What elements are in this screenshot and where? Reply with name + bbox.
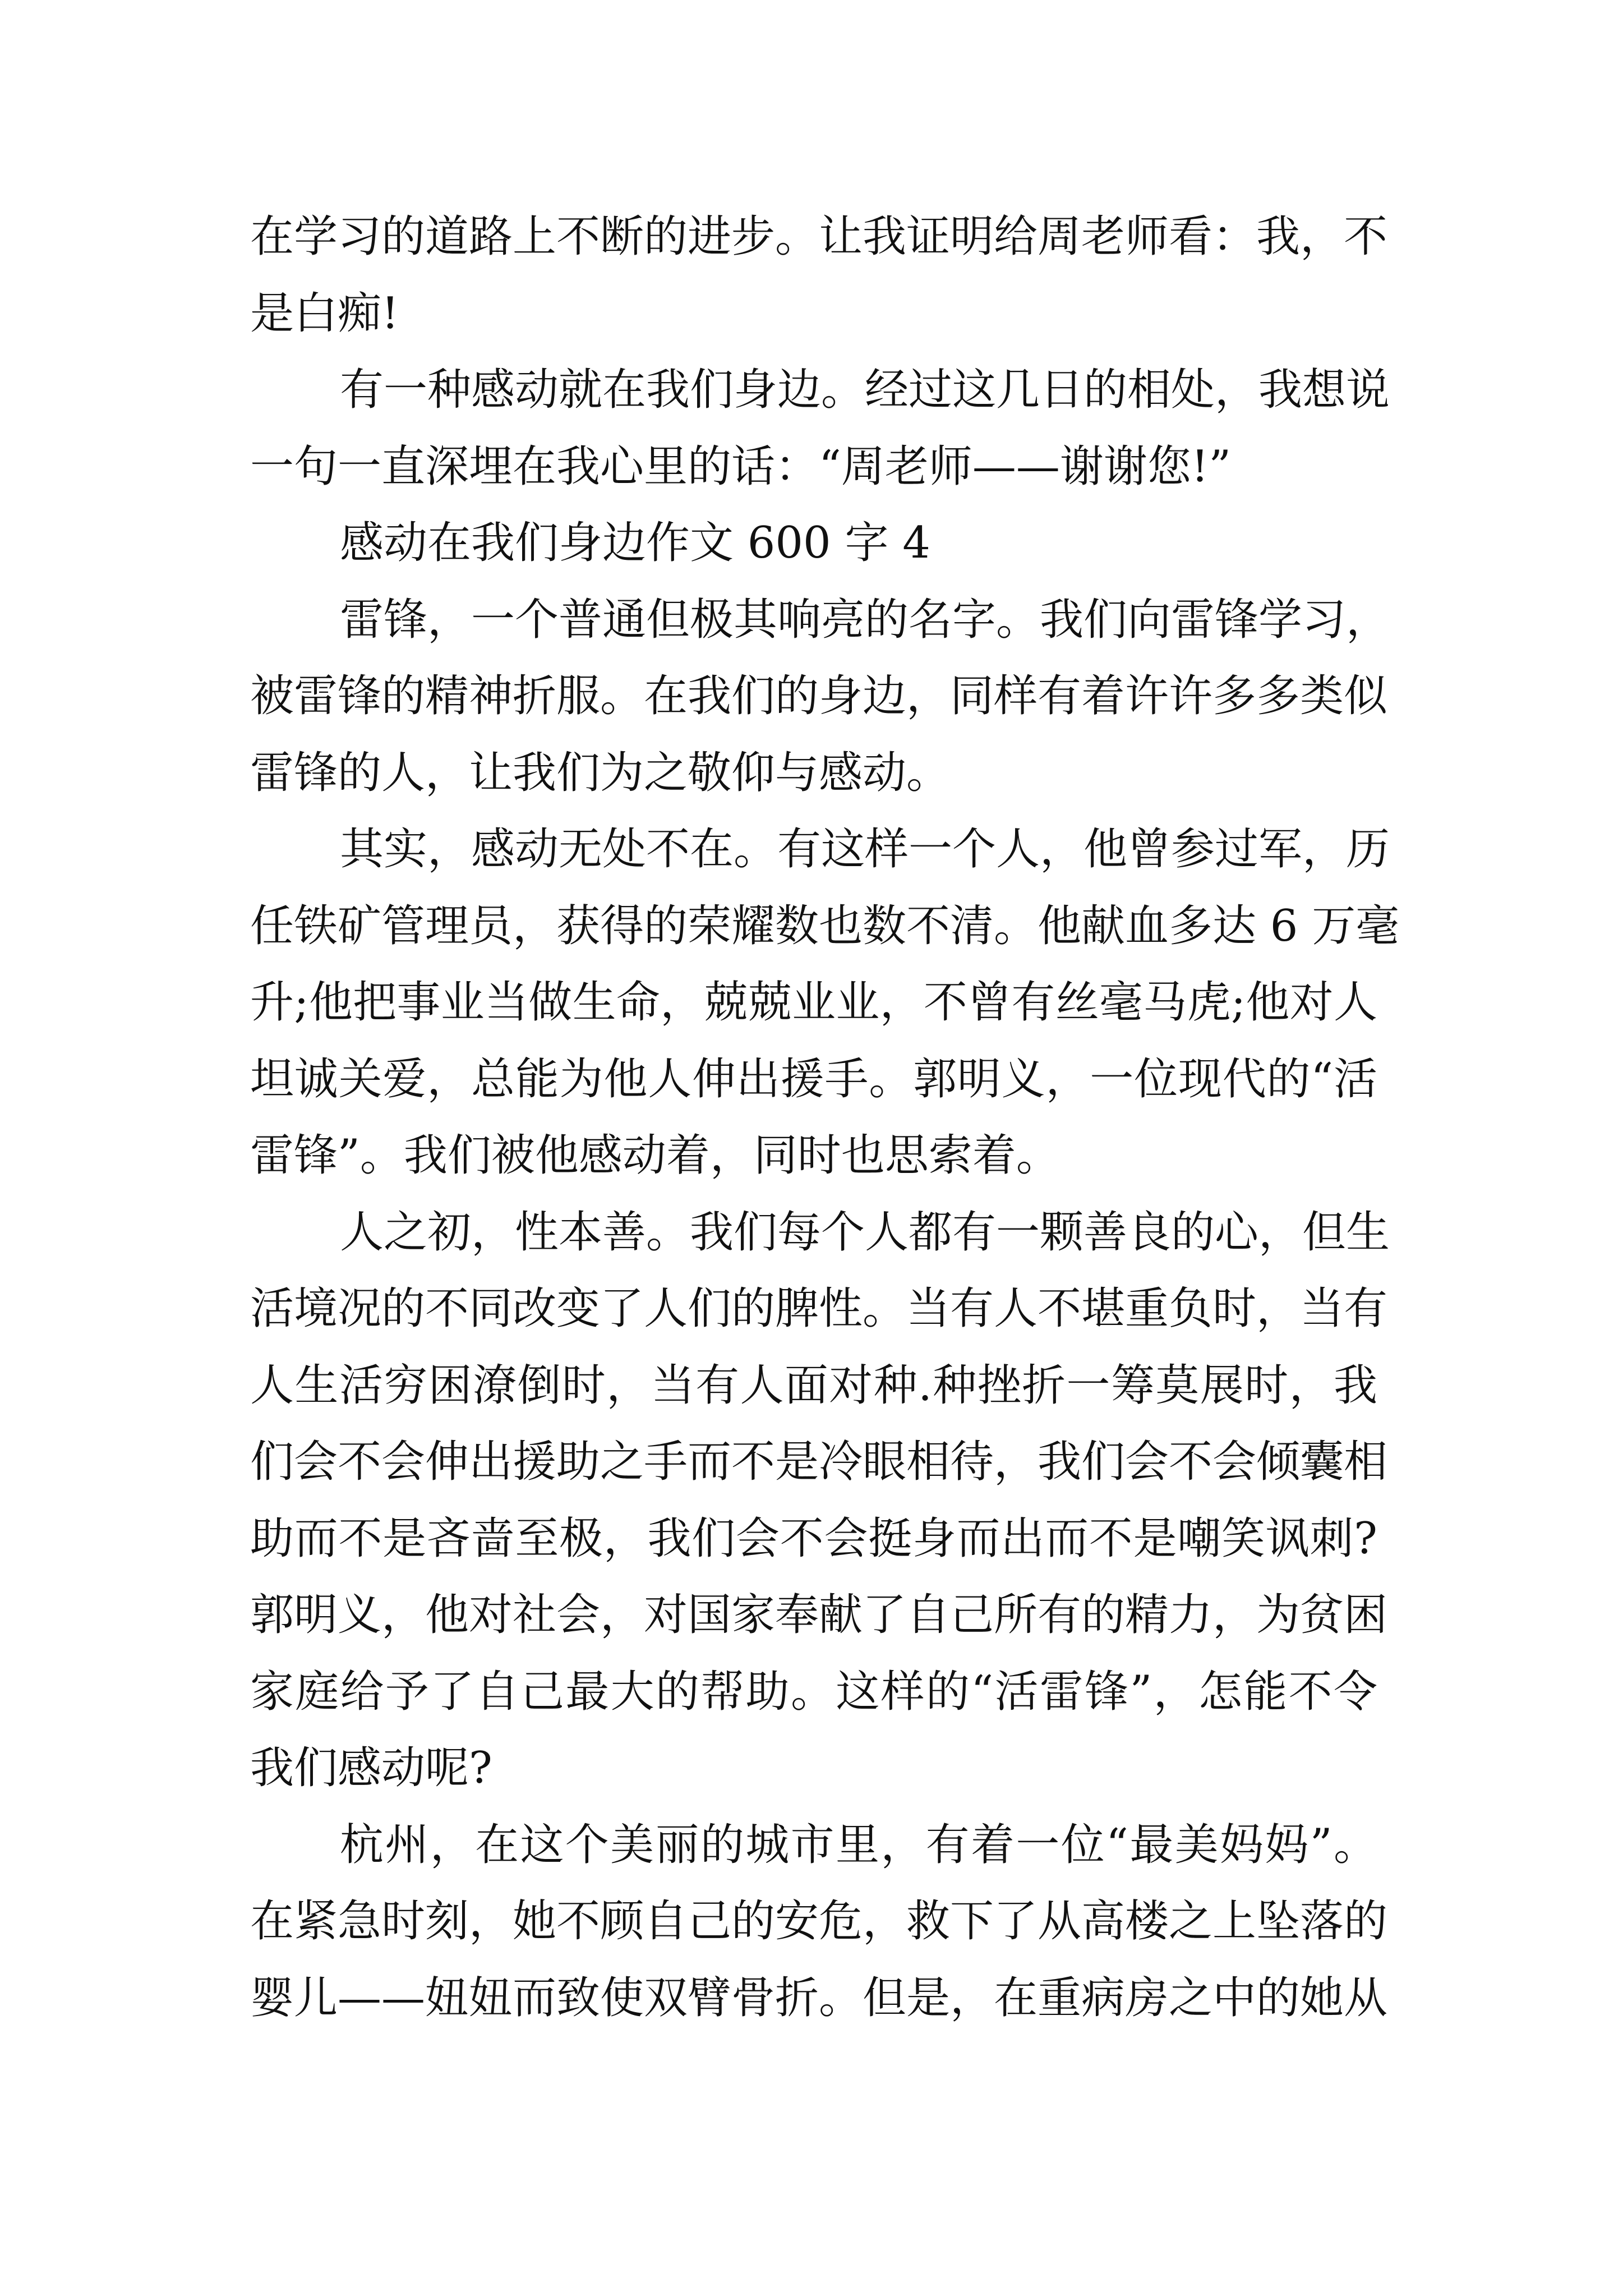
- text-line: 坦诚关爱，总能为他人伸出援手。郭明义，一位现代的“活: [250, 1053, 1377, 1105]
- text-line: 们会不会伸出援助之手而不是冷眼相待，我们会不会倾囊相: [250, 1437, 1388, 1487]
- section-heading: 感动在我们身边作文 600 字 4: [340, 518, 930, 568]
- text-line: 我们感动呢?: [250, 1743, 492, 1793]
- text-line: 一句一直深埋在我心里的话：“周老师——谢谢您!”: [250, 441, 1232, 492]
- text-line: 雷锋”。我们被他感动着，同时也思索着。: [250, 1130, 1060, 1181]
- text-line: 活境况的不同改变了人们的脾性。当有人不堪重负时，当有: [250, 1283, 1388, 1334]
- text-line: 人之初，性本善。我们每个人都有一颗善良的心，但生: [340, 1207, 1390, 1258]
- text-line: 雷锋，一个普通但极其响亮的名字。我们向雷锋学习，: [340, 594, 1390, 645]
- text-line: 家庭给予了自己最大的帮助。这样的“活雷锋”，怎能不令: [250, 1666, 1377, 1717]
- text-line: 任铁矿管理员，获得的荣耀数也数不清。他献血多达 6 万毫: [250, 900, 1400, 951]
- text-line: 婴儿——妞妞而致使双臂骨折。但是，在重病房之中的她从: [250, 1972, 1388, 2023]
- text-line: 杭州，在这个美丽的城市里，有着一位“最美妈妈”。: [340, 1819, 1377, 1870]
- text-line: 雷锋的人，让我们为之敬仰与感动。: [250, 747, 951, 798]
- text-line: 在学习的道路上不断的进步。让我证明给周老师看：我，不: [250, 211, 1388, 262]
- text-line: 助而不是吝啬至极，我们会不会挺身而出而不是嘲笑讽刺?: [250, 1513, 1377, 1564]
- text-line: 郭明义，他对社会，对国家奉献了自己所有的精力，为贫困: [250, 1590, 1388, 1640]
- text-line: 是白痴!: [250, 288, 399, 339]
- text-line: 在紧急时刻，她不顾自己的安危，救下了从高楼之上坠落的: [250, 1896, 1388, 1947]
- text-line: 升;他把事业当做生命，兢兢业业，不曾有丝毫马虎;他对人: [250, 977, 1377, 1028]
- text-line: 被雷锋的精神折服。在我们的身边，同样有着许许多多类似: [250, 671, 1388, 721]
- text-line: 有一种感动就在我们身边。经过这几日的相处，我想说: [340, 365, 1390, 415]
- text-line: 人生活穷困潦倒时，当有人面对种.种挫折一筹莫展时，我: [250, 1360, 1377, 1411]
- text-line: 其实，感动无处不在。有这样一个人，他曾参过军，历: [340, 824, 1390, 875]
- essay-text-block: [250, 199, 1400, 2036]
